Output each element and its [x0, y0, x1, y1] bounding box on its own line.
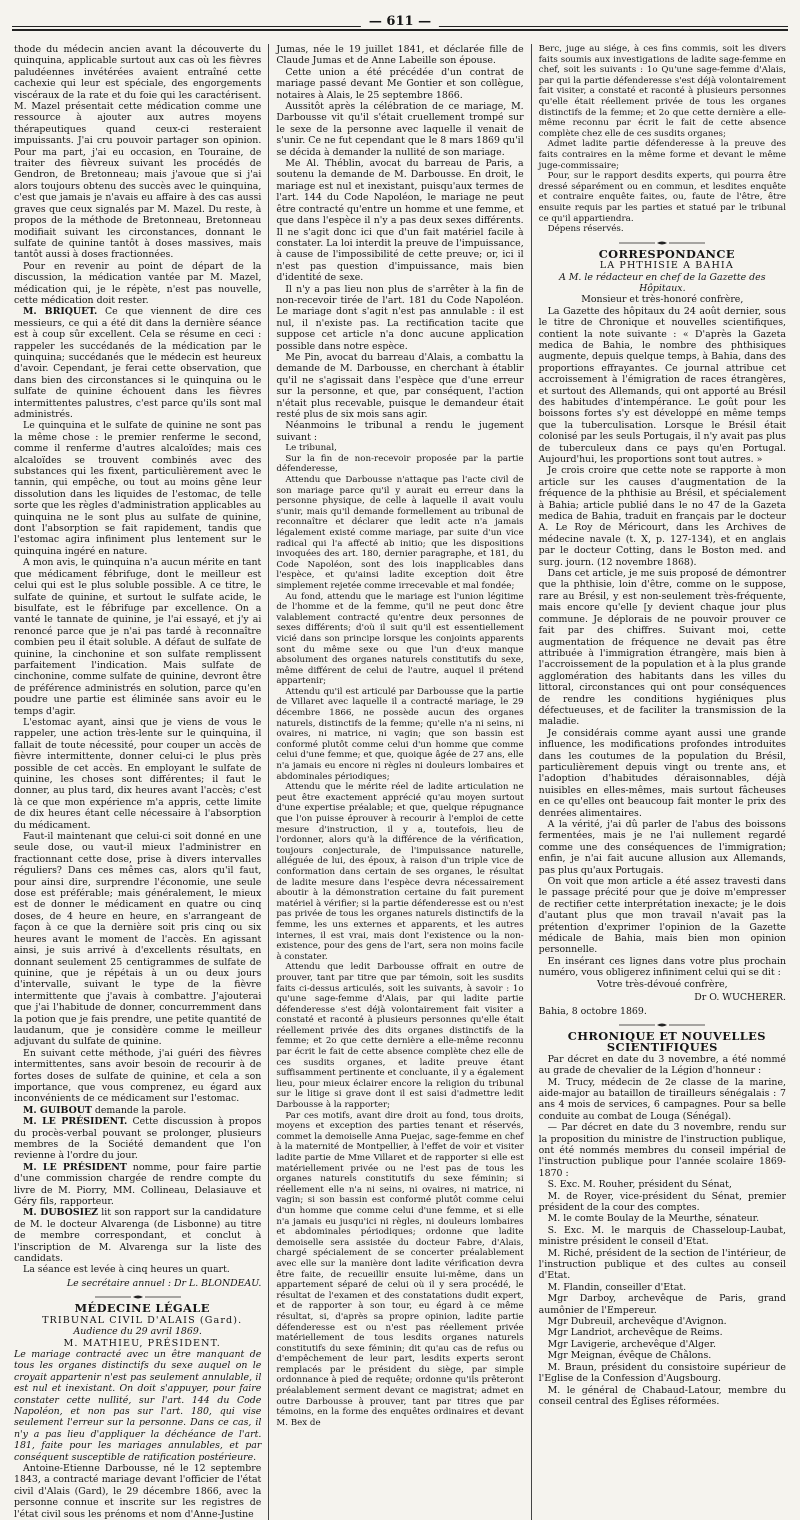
- council-member: M. le comte Boulay de la Meurthe, sénateur.: [547, 1213, 760, 1225]
- council-member: Mgr Lavigerie, archevêque d'Alger.: [547, 1338, 717, 1350]
- audience-date: Audience du 29 avril 1869.: [73, 1326, 202, 1338]
- header-rule-bottom: [12, 29, 788, 31]
- paragraph: [14, 1105, 261, 1116]
- paragraph: Par décret en date du 3 novembre, a été nommé au grade de chevalier de la Légion d'honneur :: [538, 1053, 786, 1077]
- paragraph: La Gazette des hôpitaux du 24 août dernier, sous le titre de Chronique et nouvelles scientifiques, contient la note suivante : « D'après la Gazeta medica de Bahia, le nombre des phthisiques augmente, depuis quelque temps, à Bahia, dans des proportions effrayantes. Ce journal attribue cet accroissement à l'émigration de races étrangères, et surtout des Allemands, qui ont apporté au Brésil des habitudes d'intempérance. Le goût pour les boissons fortes s'y est développé en même temps que la tuberculisation. Lorsque le Brésil était colonisé par les seuls Portugais, il n'y avait pas plus de tuberculeux dans ce pays qu'en Portugal. Aujourd'hui, les proportions sont tout autres. »: [538, 305, 786, 465]
- letter-address: A M. le rédacteur en chef de la Gazette des Hôpitaux.: [559, 271, 766, 294]
- divider-flourish: [617, 240, 707, 246]
- council-member: Mgr Dubreuil, archevêque d'Avignon.: [547, 1316, 727, 1328]
- paragraph: A la vérité, j'ai dû parler de l'abus des boissons fermentées, mais je ne l'ai nullement regardé comme une des conséquences de l'immigration; enfin, je n'ai fait aucune allusion aux Allemands, pas plus qu'aux Portugais.: [538, 819, 786, 876]
- paragraph: Cette union a été précédée d'un contrat de mariage passé devant Me Gontier et son collègue, notaires à Alais, le 25 septembre 1866.: [276, 66, 524, 101]
- speech-text: demande la parole.: [91, 1104, 187, 1116]
- speaker-name: M. LE PRÉSIDENT.: [23, 1116, 128, 1128]
- paragraph: Il n'y a pas lieu non plus de s'arrêter à la fin de non-recevoir tirée de l'art. 181 du Code Napoléon. Le mariage dont s'agit n'est pas annulable : il est nul, il n'existe pas. La rectification tacite que suppose cet article n'a donc aucune application possible dans notre espèce.: [276, 283, 524, 352]
- speech-text: lit son rapport sur la candidature de M. le docteur Alvarenga (de Lisbonne) au titre de membre correspondant, et conclut à l'inscription de M. Alvarenga sur la liste des candidats.: [14, 1207, 262, 1265]
- president-name: M. MATHIEU, PRÉSIDENT.: [63, 1337, 221, 1349]
- column-3: [539, 44, 786, 1520]
- paragraph: Je crois croire que cette note se rapporte à mon article sur les causes d'augmentation de la fréquence de la phthisie au Brésil, et spécialement à Bahia; article publié dans le no 47 de la Gazeta medica de Bahia, traduit en français par le docteur A. Le Roy de Méricourt, dans les Archives de médecine navale (t. X, p. 127-134), et en anglais par le docteur Cotting, dans le Boston med. and surg. journ. (12 novembre 1868).: [538, 465, 786, 568]
- paragraph: [14, 1116, 261, 1162]
- paragraph: La séance est levée à cinq heures un quart.: [23, 1264, 230, 1276]
- paragraph: Attendu que Darbousse n'attaque pas l'acte civil de son mariage parce qu'il y aurait eu erreur dans la personne physique, de celle à laquelle il avait voulu s'unir, mais qu'il demande formellement au tribunal de reconnaître et déclarer que ledit acte n'a jamais légalement existé comme mariage, par suite d'un vice radical qui l'a affecté ab initio; que les dispositions invoquées des art. 180, dernier paragraphe, et 181, du Code Napoléon, sont des lois inapplicables dans l'espèce, et qu'ainsi ladite exception doit être simplement rejetée comme irrecevable et mal fondée;: [276, 475, 524, 591]
- council-member: M. Riché, président de la section de l'intérieur, de l'instruction publique et des cultes au conseil d'Etat.: [538, 1247, 786, 1282]
- paragraph: Néanmoins le tribunal a rendu le jugement suivant :: [276, 420, 524, 443]
- speech-text: nomme, pour faire partie d'une commission chargée de rendre compte du livre de M. Piorry, MM. Collineau, Delasiauve et Géry fils, rapporteur.: [14, 1161, 262, 1208]
- speaker-name: M. DUBOSIEZ: [23, 1207, 98, 1219]
- paragraph: Me Al. Théblin, avocat du barreau de Paris, a soutenu la demande de M. Darbousse. En droit, le mariage est nul et inexistant, puisqu'aux termes de l'art. 144 du Code Napoléon, le mariage ne peut être contracté qu'entre un homme et une femme, et que dans l'espèce il n'y a pas deux sexes différents. Il ne s'agit donc ici que d'un fait matériel facile à constater. La loi interdit la preuve de l'impuissance, à cause de l'impossibilité de cette preuve; or, ici il n'est pas question d'impuissance, mais bien d'identité de sexe.: [276, 158, 524, 284]
- letter-signature: Dr O. WUCHERER.: [694, 992, 786, 1004]
- column-rule: [268, 44, 269, 1520]
- council-member: S. Exc. M. Rouher, président du Sénat,: [547, 1179, 732, 1191]
- paragraph: — Par décret en date du 3 novembre, rendu sur la proposition du ministre de l'instruction publique, ont été nommés membres du conseil impérial de l'instruction publique pour l'année scolaire 1869-1870 :: [538, 1122, 786, 1179]
- speech-text: Cette discussion à propos du procès-verbal pouvant se prolonger, plusieurs membres de la Société demandent que l'on revienne à l'ordre du jour.: [14, 1116, 262, 1162]
- paragraph: Faut-il maintenant que celui-ci soit donné en une seule dose, ou vaut-il mieux l'administrer en fractionnant cette dose, prise à divers intervalles réguliers? Dans ces mêmes cas, alors qu'il faut, pour ainsi dire, surprendre l'économie, une seule dose est préférable; mais généralement, le mieux est de donner le médicament en quatre ou cinq doses, de 4 heure en heure, en s'arrangeant de façon à ce que la dernière soit pris cinq ou six heures avant le moment de l'accès. En agissant ainsi, je suis arrivé à d'excellents résultats, en donnant seulement 25 centigrammes de sulfate de quinine, que je répétais à un ou deux jours d'intervalle, suivant le type de la fièvre intermittente que j'avais à combattre. J'ajouterai que j'ai l'habitude de donner, concurremment dans la potion que je fais prendre, une petite quantité de laudanum, que je considère comme le meilleur adjuvant du sulfate de quinine.: [14, 831, 262, 1048]
- paragraph: Dépens réservés.: [547, 224, 624, 235]
- column-2: [276, 44, 523, 1520]
- paragraph: [14, 1162, 261, 1208]
- secretary-signature: Le secrétaire annuel : Dr L. BLONDEAU.: [66, 1277, 262, 1289]
- paragraph: On voit que mon article a été assez travesti dans le passage précité pour que je doive m'empresser de rectifier cette interprétation inexacte; je le dois d'autant plus que mon travail n'avait pas la prétention d'exprimer l'opinion de la Gazette médicale de Bahia, mais bien mon opinion personnelle.: [538, 876, 786, 956]
- page-number: — 611 —: [361, 14, 439, 29]
- paragraph: Pour en revenir au point de départ de la discussion, la médication vantée par M. Mazel, médication qui, je le répète, n'est pas nouvelle, cette médication doit rester.: [14, 260, 262, 306]
- paragraph: Je considérais comme ayant aussi une grande influence, les modifications profondes introduites dans les coutumes de la population du Brésil, particulièrement depuis vingt ou trente ans, et l'adoption d'habitudes déraisonnables, déjà nuisibles en elles-mêmes, mais surtout fâcheuses en ce qu'elles ont beaucoup fait monter le prix des denrées alimentaires.: [538, 727, 786, 819]
- paragraph: [14, 1207, 261, 1264]
- columns: [14, 44, 786, 1520]
- paragraph: Jumas, née le 19 juillet 1841, et déclarée fille de Claude Jumas et de Anne Labeille son épouse.: [276, 44, 524, 67]
- council-member: M. le général de Chabaud-Latour, membre du conseil central des Églises réformées.: [538, 1384, 786, 1407]
- divider-flourish: [93, 1294, 183, 1300]
- section-title: CHRONIQUE ET NOUVELLES SCIENTIFIQUES: [567, 1028, 766, 1055]
- council-member: M. de Royer, vice-président du Sénat, premier président de la cour des comptes.: [538, 1190, 786, 1213]
- paragraph: M. Trucy, médecin de 2e classe de la marine, aide-major au bataillon de tirailleurs sénégalais : 7 ans 4 mois de services, 6 campagnes. Pour sa belle conduite au combat de Louga (Sénégal).: [538, 1076, 786, 1122]
- paragraph: En suivant cette méthode, j'ai guéri des fièvres intermittentes, sans avoir besoin de recourir à de fortes doses de sulfate de quinine, et cela a son importance, que vous comprenez, eu égard aux inconvénients de ce médicament sur l'estomac.: [14, 1047, 262, 1105]
- section-title: MÉDECINE LÉGALE: [74, 1301, 210, 1316]
- letter-place-date: Bahia, 8 octobre 1869.: [538, 1005, 647, 1017]
- paragraph: Dans cet article, je me suis proposé de démontrer que la phthisie, loin d'être, comme on le suppose, rare au Brésil, y est non-seulement très-fréquente, mais encore qu'elle [y devient chaque jour plus commune. Je déplorais de ne pouvoir prouver ce fait par des chiffres. Suivant moi, cette augmentation de fréquence ne devait pas être attribuée à l'immigration étrangère, mais bien à l'accroissement de la population et à la plus grande agglomération des habitants dans les villes du littoral, circonstances qui ont pour conséquences de rendre les conditions hygiéniques plus défectueuses, et de faciliter la transmission de la maladie.: [538, 568, 786, 728]
- letter-closing: Votre très-dévoué confrère,: [597, 978, 728, 990]
- article-title: LA PHTHISIE A BAHIA: [599, 260, 734, 272]
- letter-salutation: Monsieur et très-honoré confrère,: [581, 294, 744, 306]
- paragraph: thode du médecin ancien avant la découverte du quinquina, applicable surtout aux cas où les fièvres paludéennes invétérées avaient entraîné cette cachexie qui leur est spéciale, des engorgements viscéraux de la rate et du foie qui les caractérisent. M. Mazel présentait cette médication comme une ressource à ajouter aux autres moyens thérapeutiques quand ceux-ci resteraient impuissants. J'ai cru pouvoir partager son opinion. Pour ma part, j'ai eu occasion, en Touraine, de traiter des fièvreux suivant les procédés de Gendron, de Bretonneau; mais j'avoue que si j'ai alors toujours obtenu des succès avec le quinquina, c'est que jamais je n'avais eu affaire à des cas aussi graves que ceux signalés par M. Mazel. Du reste, à propos de la méthode de Bretonneau, Bretonneau modifiait suivant les circonstances, donnant le sulfate de quinine tantôt à doses massives, mais tantôt aussi à doses fractionnées.: [14, 44, 262, 261]
- speech-text: Ce que viennent de dire ces messieurs, ce qui a été dit dans la dernière séance est à coup sûr excellent. Cela se résume en ceci : rappeler les succédanés de la médication par le quinquina; succédanés que le médecin est heureux d'avoir. Cependant, je ferai cette observation, que dans bien des circonstances si le quinquina ou le sulfate de quinine échouent dans les fièvres intermittentes palustres, c'est parce qu'ils sont mal administrés.: [14, 306, 262, 420]
- case-summary: Le mariage contracté avec un être manquant de tous les organes distinctifs du sexe auquel on le croyait appartenir n'est pas seulement annulable, il est nul et inexistant. On doit s'appuyer, pour faire constater cette nullité, sur l'art. 144 du Code Napoléon, et non pas sur l'art. 180, qui vise seulement l'erreur sur la personne. Dans ce cas, il n'y a pas lieu d'appliquer la déchéance de l'art. 181, faite pour les mariages annulables, et par conséquent susceptible de ratification postérieure.: [14, 1348, 262, 1463]
- paragraph: Attendu que ledit Darbousse offrait en outre de prouver, tant par titre que par témoin, soit les susdits faits ci-dessus articulés, soit les suivants, à savoir : 1o qu'une sage-femme d'Alais, par qui ladite partie défenderesse s'est déjà volontairement fait visiter a constaté et raconté à plusieurs personnes qu'elle était réellement privée des dits organes distinctifs de la femme; et 2o que cette dernière a elle-même reconnu par écrit le fait de cette absence complète chez elle de ces susdits organes, et ladite preuve étant suffisamment pertinente et concluante, il y a également lieu, pour mieux éclairer encore la religion du tribunal sur le litige si grave dont il est saisi d'admettre ledit Darbousse à la rapporter;: [276, 962, 524, 1111]
- judgment-continued: [539, 44, 786, 235]
- speaker-name: M. GUIBOUT: [23, 1104, 92, 1116]
- paragraph: Pour, sur le rapport desdits experts, qui pourra être dressé séparément ou en commun, et lesdites enquête et contraire enquête faites, ou, faute de l'être, être ensuite requis par les parties et statué par le tribunal ce qu'il appartiendra.: [538, 171, 786, 224]
- paragraph: Berc, juge au siége, à ces fins commis, soit les divers faits soumis aux investigations de ladite sage-femme en chef, soit les suivants : 1o Qu'une sage-femme d'Alais, par qui la partie défenderesse s'est déjà volontairement fait visiter, a constaté et raconté à plusieurs personnes qu'elle était réellement privée de tous les organes distinctifs de la femme; et 2o que cette dernière a elle-même reconnu par écrit le fait de cette absence complète chez elle de ces susdits organes;: [538, 44, 786, 139]
- paragraph: Sur la fin de non-recevoir proposée par la partie défenderesse,: [276, 453, 524, 475]
- paragraph: En insérant ces lignes dans votre plus prochain numéro, vous obligerez infiniment celui qui se dit :: [538, 955, 786, 979]
- paragraph: Admet ladite partie défenderesse à la preuve des faits contraires en la même forme et devant le même juge-commissaire;: [538, 139, 786, 171]
- paragraph: A mon avis, le quinquina n'a aucun mérite en tant que médicament fébrifuge, dont le meilleur est celui qui est le plus soluble possible. A ce titre, le sulfate de quinine, et surtout le sulfate acide, le bisulfate, est le fébrifuge par excellence. On a vanté le tannate de quinine, je l'ai essayé, et j'y ai renoncé parce que je n'ai pas tardé à reconnaître combien peu il était soluble. A défaut de sulfate de quinine, la cinchonine et son sulfate remplissent parfaitement l'indication. Mais sulfate de cinchonine, comme sulfate de quinine, devront être de préférence administrés en solution, parce qu'en poudre une partie est éliminée sans avoir eu le temps d'agir.: [14, 557, 262, 717]
- speaker-name: M. LE PRÉSIDENT: [23, 1161, 127, 1173]
- paragraph: Le quinquina et le sulfate de quinine ne sont pas la même chose : le premier renferme le second, comme il renferme d'autres alcaloïdes; mais ces alcaloïdes se trouvent combinés avec des substances qui les fixent, particulièrement avec le tannin, qui empêche, ou tout au moins gêne leur dissolution dans les liquides de l'estomac, de telle sorte que les règles d'administration applicables au quinquina ne le sont plus au sulfate de quinine, dont l'absorption se fait rapidement, tandis que l'estomac agira infiniment plus lentement sur le quinquina ingéré en nature.: [14, 420, 262, 557]
- council-member: M. Braun, président du consistoire supérieur de l'Eglise de la Confession d'Augsbourg.: [538, 1361, 786, 1385]
- column-1: [14, 44, 261, 1520]
- paragraph: Me Pin, avocat du barreau d'Alais, a combattu la demande de M. Darbousse, en cherchant à établir qu'il ne s'agissait dans l'espèce que d'une erreur sur la personne, et que, par conséquent, l'action n'était plus recevable, puisque le demandeur était resté plus de six mois sans agir.: [276, 351, 524, 420]
- section-title: CORRESPONDANCE: [598, 246, 735, 261]
- divider-flourish: [617, 1022, 707, 1028]
- council-member: M. Flandin, conseiller d'Etat.: [547, 1281, 687, 1293]
- speaker-name: M. BRIQUET.: [23, 306, 98, 318]
- paragraph: Par ces motifs, avant dire droit au fond, tous droits, moyens et exception des parties tenant et réservés, commet la demoiselle Anna Puejac, sage-femme en chef à la maternité de Montpellier, à l'effet de voir et visiter ladite partie de Mme Villaret et de rapporter si elle est matériellement privée ou ne l'est pas de tous les organes naturels constitutifs du sexe féminin; si réellement elle n'a ni seins, ni ovaires, ni matrice, ni vagin; si son bassin est conformé plutôt comme celui d'un homme que comme celui d'une femme, et si elle n'a jamais eu jusqu'ici ni règles, ni douleurs lombaires et abdominales périodiques; ordonne que ladite demoiselle sera assistée du docteur Fabre, d'Alais, chargé spécialement de se concerter préalablement avec elle sur la manière dont ladite vérification devra être faite, de recueillir ensuite lui-même, dans un appartement séparé de celui où il y sera procédé, le résultat de l'examen et des constatations dudit expert, et de rapporter à son tour, eu égard à ce même résultat, si, d'après sa propre opinion, ladite partie défenderesse est ou n'est pas réellement privée matériellement de tous lesdits organes naturels constitutifs du sexe féminin; dit qu'au cas de refus ou d'empêchement de leur part, lesdits experts seront remplacés par le président du siège, par simple ordonnance à pied de requête; ordonne qu'ils prêteront préalablement serment devant ce magistrat; admet en outre Darbousse à prouver, tant par titres que par témoins, en la forme des enquêtes ordinaires et devant M. Bex de: [276, 1110, 524, 1428]
- paragraph: Attendu que le mérite réel de ladite articulation ne peut être exactement apprécié qu'au moyen surtout d'une expertise préalable; et que, quelque répugnance que l'on puisse éprouver à recourir à l'emploi de cette mesure d'instruction, il y a, toutefois, lieu de l'ordonner, alors qu'à la différence de la vérification, toujours conjecturale, de l'impuissance naturelle, alléguée de lui, des époux, à raison d'un triple vice de conformation dans certain de ses organes, le résultat de ladite mesure dans l'espèce devra nécessairement aboutir à la démonstration certaine du fait purement matériel à vérifier; si la partie défenderesse est ou n'est pas privée de tous les organes naturels distinctifs de la femme, les uns externes et apparents, et les autres internes, il est vrai, mais dont l'existence ou la non-existence, pour des gens de l'art, sera non moins facile à constater.: [276, 782, 524, 962]
- paragraph: Antoine-Etienne Darbousse, né le 12 septembre 1843, a contracté mariage devant l'officier de l'état civil d'Alais (Gard), le 29 décembre 1866, avec la personne connue et inscrite sur les registres de l'état civil sous les prénoms et nom d'Anne-Justine: [14, 1462, 262, 1520]
- paragraph: Le tribunal,: [285, 443, 337, 454]
- judgment-text: [276, 443, 523, 1428]
- paragraph: Attendu qu'il est articulé par Darbousse que la partie de Villaret avec laquelle il a contracté mariage, le 29 décembre 1866, ne possède aucun des organes naturels, distinctifs de la femme; qu'elle n'a ni seins, ni ovaires, ni matrice, ni vagin; que son bassin est conformé plutôt comme celui d'un homme que comme celui d'une femme; et que, quoique âgée de 27 ans, elle n'a jamais eu encore ni règles ni douleurs lombaires et abdominales périodiques;: [276, 686, 524, 782]
- paragraph: Au fond, attendu que le mariage est l'union légitime de l'homme et de la femme, qu'il ne peut donc être valablement contracté qu'entre deux personnes de sexes différents; d'où il suit qu'il est essentiellement vicié dans son principe lorsque les conjoints apparents sont du même sexe ou que l'un d'eux manque absolument des organes naturels constitutifs du sexe, même différent de celui de l'autre, auquel il prétend appartenir;: [276, 591, 524, 687]
- council-member: S. Exc. M. le marquis de Chasseloup-Laubat, ministre président le conseil d'Etat.: [538, 1224, 786, 1248]
- paragraph: [14, 306, 261, 420]
- paragraph: Aussitôt après la célébration de ce mariage, M. Darbousse vit qu'il s'était cruellement trompé sur le sexe de la personne avec laquelle il venait de s'unir. Ce ne fut cependant que le 8 mars 1869 qu'il se décida à demander la nullité de son mariage.: [276, 101, 524, 158]
- council-member: Mgr Meignan, évêque de Châlons.: [547, 1350, 712, 1362]
- paragraph: L'estomac ayant, ainsi que je viens de vous le rappeler, une action très-lente sur le quinquina, il fallait de toute nécessité, pour couper un accès de fièvre intermittente, donner celui-ci le plus près possible de cet accès. En employant le sulfate de quinine, les choses sont différentes; il faut le donner, au plus tard, dix heures avant l'accès; c'est là ce que mon expérience m'a appris, cette limite de dix heures étant celle nécessaire à l'absorption du médicament.: [14, 716, 262, 831]
- column-rule: [531, 44, 532, 1520]
- council-member: Mgr Darboy, archevêque de Paris, grand aumônier de l'Empereur.: [538, 1293, 786, 1316]
- council-members-list: [539, 1179, 786, 1407]
- court-name: TRIBUNAL CIVIL D'ALAIS (Gard).: [42, 1314, 243, 1326]
- page-header: [12, 8, 788, 42]
- council-member: Mgr Landriot, archevêque de Reims.: [547, 1327, 723, 1339]
